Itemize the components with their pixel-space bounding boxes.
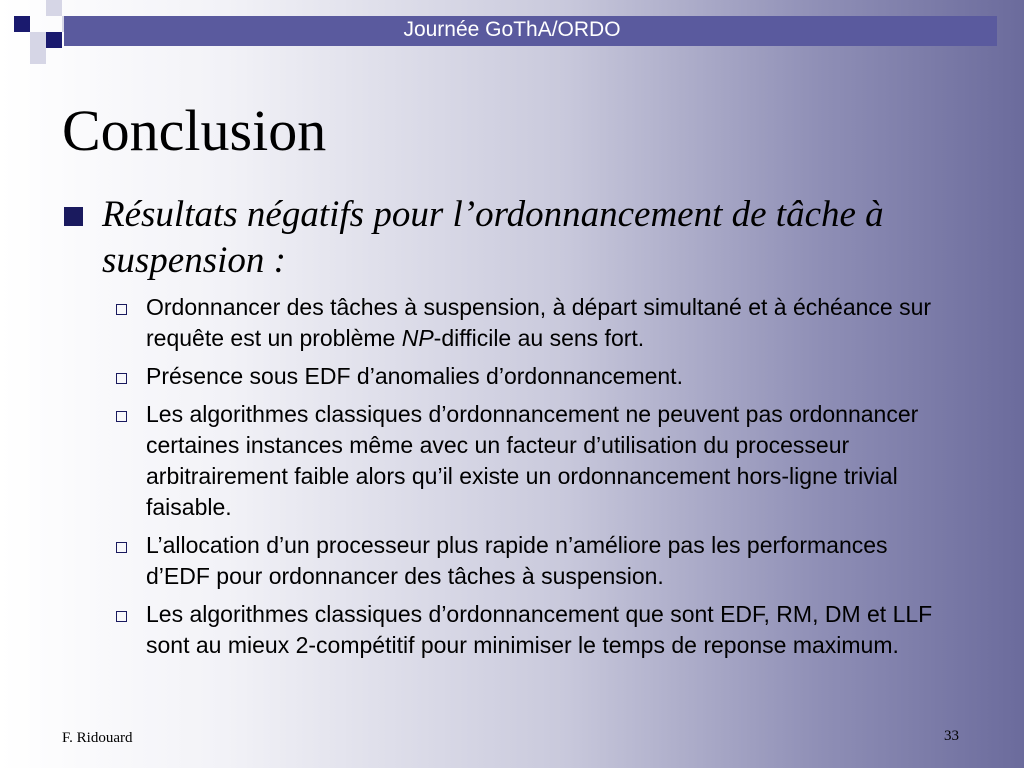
sub-bullet-item [112,292,952,354]
sub-bullet-item [112,530,952,592]
sub-bullet-emphasis: NP [401,325,434,351]
hollow-square-bullet-icon [116,373,127,384]
header-title: Journée GoThA/ORDO [403,18,621,41]
hollow-square-bullet-icon [116,411,127,422]
hollow-square-bullet-icon [116,304,127,315]
sub-bullet-item [112,399,952,523]
sub-bullet-text: Présence sous EDF d’anomalies d’ordonnancement. [146,363,683,389]
hollow-square-bullet-icon [116,542,127,553]
page-number: 33 [944,728,959,744]
main-bullet-point [64,192,944,284]
slide-title: Conclusion [62,98,327,163]
sub-bullet-item [112,599,952,661]
sub-bullet-text: Les algorithmes classiques d’ordonnancement que sont EDF, RM, DM et LLF sont au mieux 2-compétitif pour minimiser le temps de reponse maximum. [146,601,933,658]
sub-bullet-text: L’allocation d’un processeur plus rapide n’améliore pas les performances d’EDF pour ordonnancer des tâches à suspension. [146,532,888,589]
sub-bullet-text-tail: -difficile au sens fort. [433,325,645,351]
sub-bullet-list [112,292,952,668]
square-bullet-icon [64,207,83,226]
sub-bullet-text: Les algorithmes classiques d’ordonnancement ne peuvent pas ordonnancer certaines instances même avec un facteur d’utilisation du processeur arbitrairement faible alors qu’il existe un ordonnancement hors-ligne trivial faisable. [146,401,919,520]
footer-author: F. Ridouard [62,730,133,746]
sub-bullet-item [112,361,952,392]
hollow-square-bullet-icon [116,611,127,622]
main-bullet-text: Résultats négatifs pour l’ordonnancement de tâche à suspension : [102,194,884,281]
sub-bullet-text: Ordonnancer des tâches à suspension, à départ simultané et à échéance sur requête est un problème [146,294,932,351]
